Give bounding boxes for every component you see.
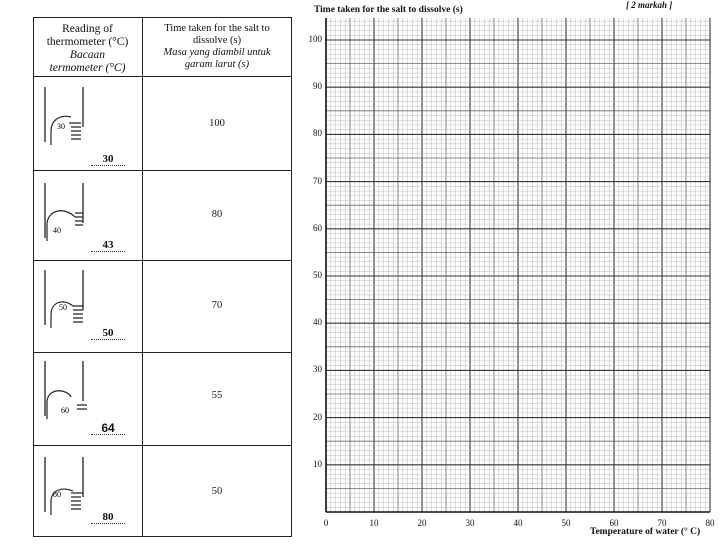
- thermometer-illustration: [41, 270, 93, 328]
- y-tick-label: 40: [313, 317, 322, 328]
- reading-value: 50: [91, 327, 125, 340]
- col2-header-italic1: Masa yang diambil untuk: [163, 47, 271, 58]
- y-tick-label: 30: [313, 364, 322, 375]
- col2-header-line1: Time taken for the salt to: [164, 23, 270, 34]
- x-tick-label: 60: [609, 518, 619, 528]
- col2-header: [142, 23, 292, 71]
- marks-label: [ 2 markah ]: [626, 0, 673, 10]
- row-divider: [33, 170, 292, 171]
- reading-value: 30: [91, 153, 125, 166]
- x-tick-label: 0: [323, 518, 329, 528]
- time-value: 55: [211, 390, 223, 401]
- x-tick-label: 40: [513, 518, 523, 528]
- column-divider: [142, 17, 143, 537]
- y-axis-title: Time taken for the salt to dissolve (s): [314, 5, 463, 15]
- y-tick-label: 70: [313, 175, 322, 186]
- graph-grid: [300, 0, 728, 546]
- thermometer-illustration: [41, 183, 93, 241]
- reading-value: 43: [91, 239, 125, 252]
- y-tick-label: 50: [313, 270, 322, 280]
- time-value: 70: [211, 300, 223, 311]
- scale-label: 30: [57, 122, 65, 131]
- scale-label: 60: [61, 406, 69, 415]
- scale-label: 50: [59, 303, 67, 312]
- scale-label: 80: [53, 490, 61, 499]
- row-divider: [33, 445, 292, 446]
- thermometer-illustration: [41, 361, 93, 419]
- x-tick-label: 10: [369, 518, 379, 528]
- time-value: 50: [211, 486, 223, 497]
- graph-paper: [300, 0, 728, 546]
- col2-header-line2: dissolve (s): [192, 35, 242, 46]
- reading-value-handwritten: 64: [91, 422, 125, 435]
- thermometer-illustration: [41, 87, 93, 145]
- col1-header-italic1: Bacaan: [69, 49, 106, 61]
- time-value: 80: [211, 209, 223, 220]
- row-divider: [33, 260, 292, 261]
- x-tick-label: 30: [465, 518, 475, 528]
- x-tick-label: 20: [417, 518, 427, 528]
- x-tick-label: 70: [657, 518, 667, 528]
- col1-header-line2: thermometer (°C): [46, 36, 129, 48]
- col1-header: [33, 23, 142, 75]
- y-tick-label: 10: [313, 458, 322, 469]
- col2-header-italic2: garam larut (s): [184, 59, 250, 70]
- row-divider: [33, 76, 292, 77]
- col1-header-line1: Reading of: [62, 23, 113, 35]
- reading-value: 80: [91, 511, 125, 524]
- results-table: [33, 17, 292, 537]
- y-tick-label: 90: [313, 81, 322, 92]
- col1-header-italic2: termometer (°C): [49, 62, 126, 74]
- x-tick-label: 80: [705, 518, 715, 528]
- time-value: 100: [209, 118, 225, 129]
- x-axis-title: Temperature of water (° C): [590, 527, 701, 537]
- y-tick-label: 20: [313, 411, 322, 422]
- y-tick-label: 60: [313, 222, 322, 233]
- y-tick-label: 80: [313, 128, 322, 139]
- y-tick-label: 100: [308, 34, 322, 44]
- row-divider: [33, 352, 292, 353]
- scale-label: 40: [53, 226, 61, 235]
- thermometer-illustration: [41, 457, 93, 515]
- x-tick-label: 50: [561, 518, 571, 528]
